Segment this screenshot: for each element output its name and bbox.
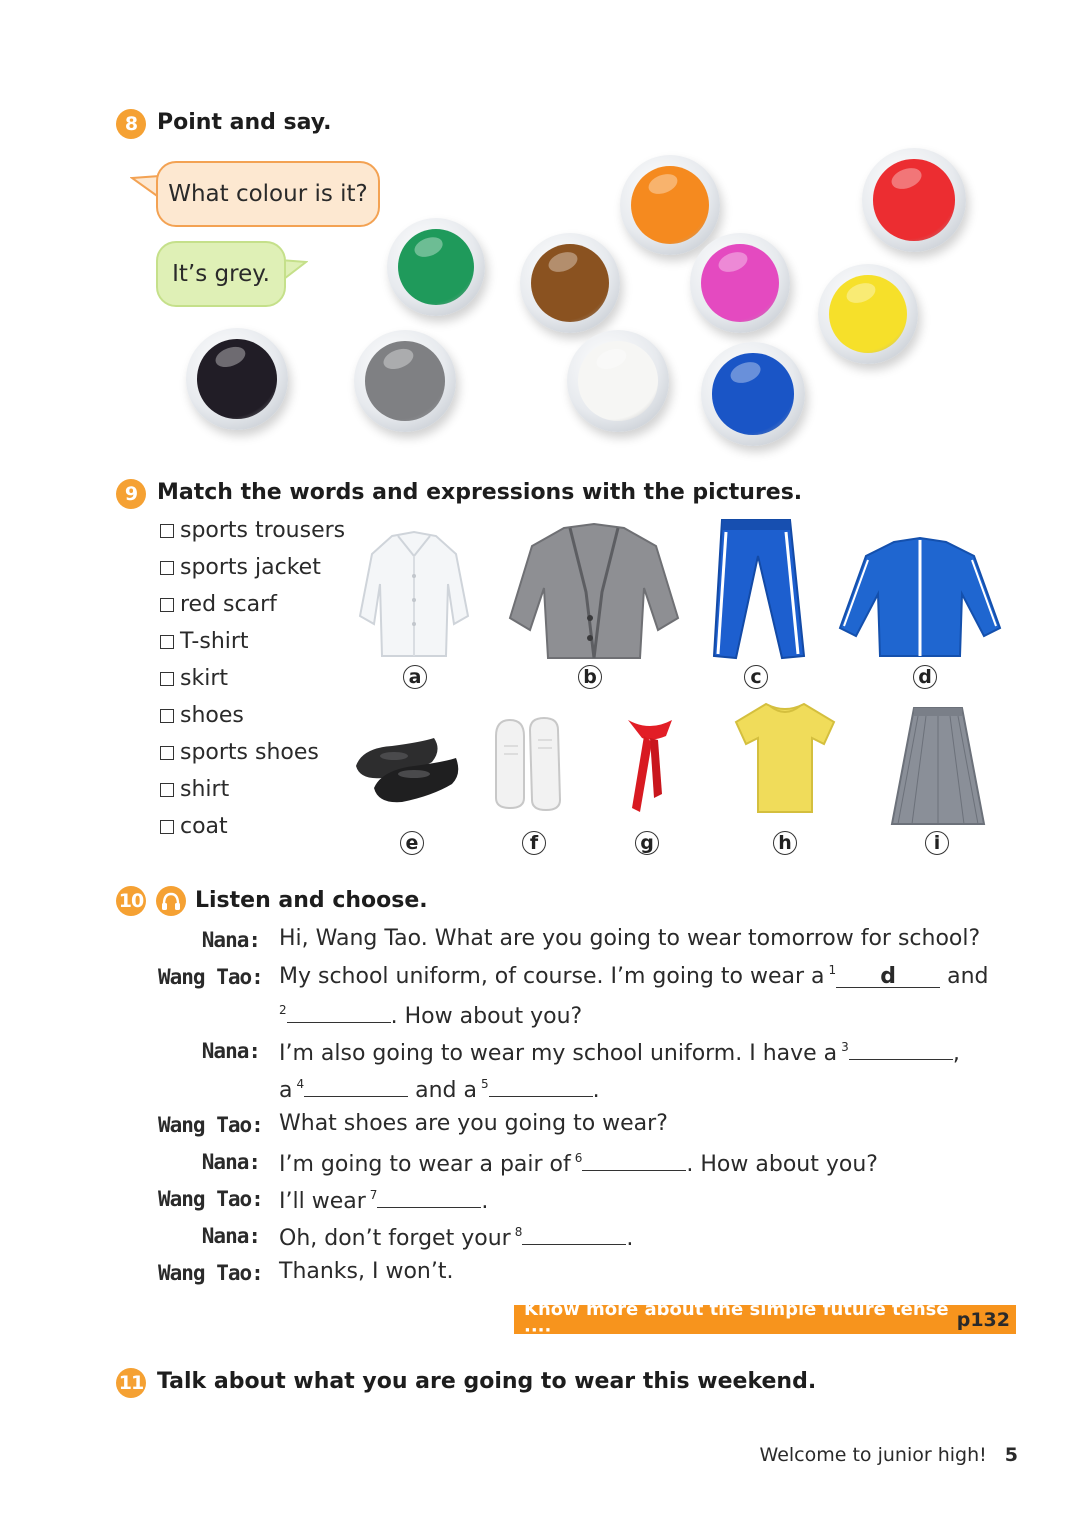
grammar-reference-text: Know more about the simple future tense ···· [524,1298,949,1341]
picture-label-e: e [400,831,424,855]
word-label: coat [180,814,228,839]
grammar-reference-page: p132 [956,1308,1010,1331]
speaker-name: Nana: [201,1150,260,1174]
blank-number: 7 [369,1188,378,1202]
dialogue-text: , [952,1041,960,1066]
dialogue-text: a [279,1078,293,1103]
paint-pot-red [862,148,966,252]
picture-label-a: a [403,665,427,689]
blank-number: 8 [514,1225,523,1239]
paint-pot-pink [690,233,790,333]
word-label: sports trousers [180,518,346,543]
dialogue-line: What shoes are you going to wear? [279,1111,668,1136]
paint-pot-brown [520,233,620,333]
dialogue-text: Oh, don’t forget your [279,1226,511,1251]
page-number: 5 [1004,1444,1018,1466]
word-option[interactable] [160,555,321,580]
paint-pot-orange [620,155,720,255]
sports-trousers-picture [706,516,810,662]
checkbox[interactable] [160,709,174,723]
page-footer [760,1444,1018,1466]
answer-blank-8[interactable] [522,1222,626,1245]
dialogue-line [279,1222,633,1251]
dialogue-line [279,1148,878,1177]
exercise-number-10: 10 [116,886,146,916]
picture-label-f: f [522,831,546,855]
dialogue-text: I’ll wear [279,1189,366,1214]
word-label: red scarf [180,592,277,617]
blank-number: 2 [279,1003,287,1017]
exercise-10-title: Listen and choose. [195,888,428,913]
dialogue-line [279,1037,960,1066]
speech-bubble-answer [156,241,286,307]
grammar-reference-link[interactable] [514,1298,1016,1341]
speaker-name: Nana: [201,1224,260,1248]
answer-blank-4[interactable] [304,1074,408,1097]
speaker-name: Wang Tao: [158,1261,263,1285]
checkbox[interactable] [160,746,174,760]
paint-pot-grey [354,330,456,432]
word-label: T-shirt [180,629,249,654]
exercise-number-11: 11 [116,1368,146,1398]
answer-blank-5[interactable] [489,1074,593,1097]
answer-blank-7[interactable] [377,1185,481,1208]
speaker-name: Nana: [201,1039,260,1063]
word-label: shoes [180,703,244,728]
word-option[interactable] [160,777,229,802]
coat-picture [506,522,682,664]
sports-jacket-picture [838,536,1002,660]
answer-blank-6[interactable] [582,1148,686,1171]
blank-number: 1 [828,963,837,977]
paint-pot-black [186,328,288,430]
checkbox[interactable] [160,635,174,649]
answer-blank-1[interactable]: d [836,965,940,988]
paint-pot-white [567,330,669,432]
checkbox[interactable] [160,598,174,612]
dialogue-text: . [592,1078,600,1103]
checkbox[interactable] [160,783,174,797]
paint-pot-green [387,218,485,316]
exercise-number-9: 9 [116,479,146,509]
dialogue-text: I’m also going to wear my school uniform. I have a [279,1041,838,1066]
speech-bubble-question-text: What colour is it? [168,181,368,207]
dialogue-text: . How about you? [686,1152,878,1177]
word-label: sports jacket [180,555,321,580]
dialogue-text: . [481,1189,489,1214]
exercise-11-title: Talk about what you are going to wear this weekend. [157,1369,817,1394]
dialogue-line [279,1074,600,1103]
dialogue-text: and [947,964,989,989]
checkbox[interactable] [160,820,174,834]
word-label: sports shoes [180,740,319,765]
answer-blank-2[interactable] [287,1000,391,1023]
word-option[interactable] [160,740,319,765]
footer-unit-title: Welcome to junior high! [759,1444,987,1466]
dialogue-line: Hi, Wang Tao. What are you going to wear tomorrow for school? [279,926,981,951]
dialogue-line [279,1185,488,1214]
speech-bubble-answer-text: It’s grey. [172,261,270,287]
paint-pot-yellow [818,264,918,364]
blank-number: 4 [296,1077,305,1091]
red-scarf-picture [622,716,678,816]
dialogue-line [279,963,989,989]
shoes-picture [352,730,462,810]
t-shirt-picture [732,700,838,816]
exercise-9-title: Match the words and expressions with the pictures. [157,480,803,505]
dialogue-text: . How about you? [390,1004,583,1029]
speech-bubble-question [156,161,380,227]
sports-shoes-picture [490,716,566,812]
dialogue-text: I’m going to wear a pair of [279,1152,571,1177]
word-option[interactable] [160,629,249,654]
exercise-8-title: Point and say. [157,110,332,135]
picture-label-d: d [913,665,937,689]
blank-number: 6 [574,1151,583,1165]
dialogue-text: and a [415,1078,477,1103]
speaker-name: Wang Tao: [158,1187,263,1211]
picture-label-i: i [925,831,949,855]
dialogue-text: My school uniform, of course. I’m going to wear a [279,964,825,989]
paint-pot-blue [701,342,805,446]
headphones-icon [156,886,186,916]
shirt-picture [352,528,476,662]
word-option[interactable] [160,703,244,728]
word-label: skirt [180,666,228,691]
dialogue-line [279,1000,582,1029]
picture-label-c: c [744,665,768,689]
word-option[interactable] [160,814,228,839]
word-option[interactable] [160,518,345,543]
speaker-name: Wang Tao: [158,965,263,989]
dialogue-line: Thanks, I won’t. [279,1259,454,1284]
speaker-name: Wang Tao: [158,1113,263,1137]
word-option[interactable] [160,666,228,691]
word-option[interactable] [160,592,277,617]
picture-label-h: h [773,831,797,855]
exercise-number-8: 8 [116,109,146,139]
picture-label-g: g [635,831,659,855]
checkbox[interactable] [160,672,174,686]
checkbox[interactable] [160,524,174,538]
picture-label-b: b [578,665,602,689]
word-label: shirt [180,777,230,802]
checkbox[interactable] [160,561,174,575]
dialogue-text: . [626,1226,634,1251]
skirt-picture [888,704,988,828]
answer-blank-3[interactable] [849,1037,953,1060]
blank-number: 3 [841,1040,849,1054]
speaker-name: Nana: [201,928,260,952]
blank-number: 5 [481,1077,489,1091]
